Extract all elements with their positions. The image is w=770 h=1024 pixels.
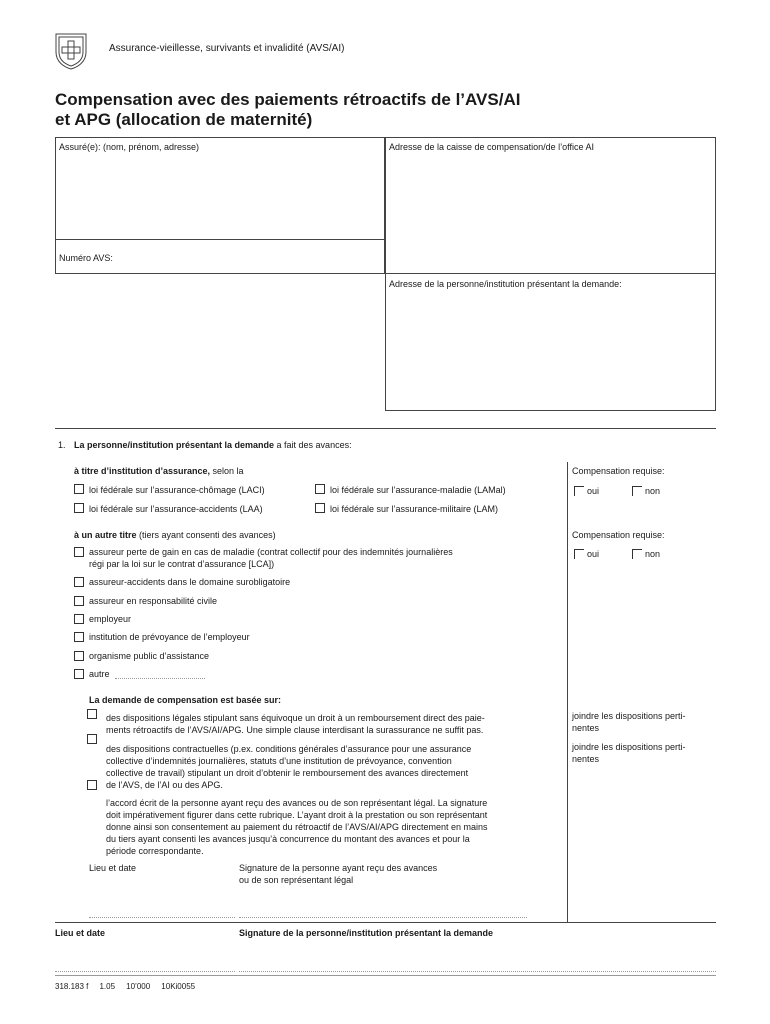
public-assistance-checkbox[interactable] [74,651,84,661]
requester-place-date-label: Lieu et date [55,928,106,938]
compensation-no-checkbox-2[interactable] [632,549,642,559]
contract-basis-text-4: de l’AVS, de l’AI ou des APG. [106,780,223,790]
contract-basis-checkbox[interactable] [87,734,97,744]
form-title-line2: et APG (allocation de maternité) [55,110,313,129]
lamal-checkbox[interactable] [315,484,325,494]
requester-address-label: Adresse de la personne/institution présentant la demande: [389,279,622,289]
written-consent-text-2: doit impérativement figurer dans cette rubrique. L’ayant droit à la prestation ou son représentant [106,810,488,820]
compensation-yes-label-2: oui [587,549,600,559]
recipient-signature-label-1: Signature de la personne ayant reçu des avances [239,863,438,873]
form-code: 318.183 f 1.05 10’000 10Ki0055 [55,982,196,991]
written-consent-checkbox[interactable] [87,780,97,790]
lam-checkbox[interactable] [315,503,325,513]
section-divider [55,428,716,429]
section1-number: 1. [58,440,66,450]
footer-rule [55,922,716,923]
liability-insurer-label: assureur en responsabilité civile [89,596,218,606]
lamal-label: loi fédérale sur l’assurance-maladie (LAMal) [330,485,506,495]
sickness-insurer-checkbox[interactable] [74,547,84,557]
other-label: autre [89,669,110,679]
insurance-heading-rest: selon la [210,466,244,476]
requester-signature-label: Signature de la personne/institution présentant la demande [239,928,494,938]
attach-provisions-note-1a: joindre les dispositions perti- [572,711,686,721]
basis-heading: La demande de compensation est basée sur: [89,695,282,705]
other-checkbox[interactable] [74,669,84,679]
employer-label: employeur [89,614,132,624]
employer-checkbox[interactable] [74,614,84,624]
compensation-yes-checkbox-2[interactable] [574,549,584,559]
office-address-box[interactable] [385,137,716,274]
pension-fund-label: institution de prévoyance de l’employeur [89,632,250,642]
other-input-line[interactable] [115,678,205,679]
bottom-rule [55,975,716,976]
laa-checkbox[interactable] [74,503,84,513]
insurance-heading-bold: à titre d’institution d’assurance, [74,466,211,476]
office-address-label: Adresse de la caisse de compensation/de l’office AI [389,142,594,152]
requester-signature-line[interactable] [239,971,716,972]
compensation-no-label-2: non [645,549,661,559]
sickness-insurer-label-2: régi par la loi sur le contrat d’assurance [LCA]) [89,559,275,569]
written-consent-text-3: donne ainsi son consentement au paiement du rétroactif de l’AVS/AI/APG directement en mains [106,822,488,832]
other-heading [74,529,276,541]
compensation-label-2: Compensation requise: [572,530,665,540]
public-assistance-label: organisme public d’assistance [89,651,210,661]
legal-basis-checkbox[interactable] [87,709,97,719]
contract-basis-text-3: collective de travail) stipulant un droit d’obtenir le remboursement des avances directement [106,768,469,778]
recipient-place-date-line[interactable] [89,917,235,918]
recipient-signature-line[interactable] [239,917,527,918]
written-consent-text-4: du tiers ayant consenti les avances jusqu’à concurrence du montant des avances et pour la [106,834,470,844]
laci-label: loi fédérale sur l’assurance-chômage (LACI) [89,485,265,495]
accident-insurer-checkbox[interactable] [74,577,84,587]
right-column-divider [567,462,568,922]
pension-fund-checkbox[interactable] [74,632,84,642]
other-heading-rest: (tiers ayant consenti des avances) [136,530,276,540]
compensation-no-label-1: non [645,486,661,496]
legal-basis-text-2: ments rétroactifs de l’AVS/AI/APG. Une simple clause interdisant la surassurance ne suffit pas. [106,725,484,735]
requester-address-box[interactable] [385,274,716,411]
swiss-coat-of-arms-logo [54,32,88,70]
section1-heading-rest: a fait des avances: [274,440,352,450]
attach-provisions-note-2a: joindre les dispositions perti- [572,742,686,752]
accident-insurer-label: assureur-accidents dans le domaine surobligatoire [89,577,291,587]
section1-heading-bold: La personne/institution présentant la demande [74,440,275,450]
recipient-place-date-label: Lieu et date [89,863,137,873]
compensation-yes-checkbox-1[interactable] [574,486,584,496]
form-title-line1: Compensation avec des paiements rétroactifs de l’AVS/AI [55,90,521,109]
avs-number-label: Numéro AVS: [59,253,113,263]
attach-provisions-note-2b: nentes [572,754,600,764]
insurance-heading [74,465,244,477]
requester-place-date-line[interactable] [55,971,235,972]
compensation-label-1: Compensation requise: [572,466,665,476]
written-consent-text-5: période correspondante. [106,846,204,856]
section1-heading [74,439,352,451]
compensation-no-checkbox-1[interactable] [632,486,642,496]
agency-name: Assurance-vieillesse, survivants et invalidité (AVS/AI) [109,43,345,54]
contract-basis-text-2: collective d’indemnités journalières, statuts d’une institution de prévoyance, convention [106,756,452,766]
compensation-yes-label-1: oui [587,486,600,496]
liability-insurer-checkbox[interactable] [74,596,84,606]
attach-provisions-note-1b: nentes [572,723,600,733]
sickness-insurer-label-1: assureur perte de gain en cas de maladie (contrat collectif pour des indemnités journalières [89,547,453,557]
lam-label: loi fédérale sur l’assurance-militaire (LAM) [330,504,499,514]
legal-basis-text-1: des dispositions légales stipulant sans équivoque un droit à un remboursement direct des paie- [106,713,485,723]
insured-label: Assuré(e): (nom, prénom, adresse) [59,142,200,152]
other-heading-bold: à un autre titre [74,530,137,540]
written-consent-text-1: l’accord écrit de la personne ayant reçu des avances ou de son représentant légal. La signature [106,798,488,808]
recipient-signature-label-2: ou de son représentant légal [239,875,354,885]
contract-basis-text-1: des dispositions contractuelles (p.ex. conditions générales d’assurance pour une assurance [106,744,472,754]
laci-checkbox[interactable] [74,484,84,494]
laa-label: loi fédérale sur l’assurance-accidents (LAA) [89,504,263,514]
